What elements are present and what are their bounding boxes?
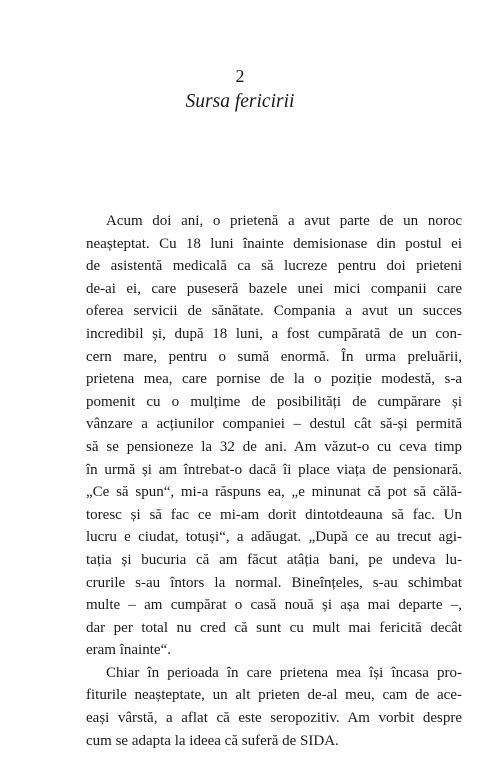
paragraph (86, 210, 462, 662)
chapter-number: 2 (235, 66, 245, 86)
text-line: să se pensioneze la 32 de ani. Am văzut-o cu ceva timp (86, 438, 462, 455)
text-line: vânzare a acțiunilor companiei – destul cât să-și permită (86, 416, 462, 433)
text-line: cern mare, pentru o sumă enormă. În urma preluării, (86, 348, 462, 365)
body-text (86, 210, 462, 752)
paragraph (86, 662, 462, 752)
text-line: tația și bucuria că am făcut atâția bani, pe undeva lu- (86, 551, 462, 568)
text-line: crurile s-au întors la normal. Bineînțeles, s-au schimbat (86, 574, 462, 591)
text-line: Chiar în perioada în care prietena mea își încasa pro- (106, 664, 462, 681)
text-line: neașteptat. Cu 18 luni înainte demisionase din postul ei (86, 235, 462, 252)
text-line: prietena mea, care pornise de la o poziție modestă, s-a (86, 371, 462, 388)
text-line: toresc și să fac ce mi-am dorit dintotdeauna să fac. Un (86, 506, 462, 523)
chapter-title: Sursa fericirii (185, 91, 295, 112)
text-line: de asistentă medicală ca să lucreze pentru doi prieteni (86, 258, 462, 275)
text-line: în urmă și am întrebat-o dacă îi place viața de pensionară. (86, 461, 462, 478)
text-line: dar per total nu cred că sunt cu mult mai fericită decât (86, 619, 462, 636)
text-line: lucru e ciudat, totuși“, a adăugat. „După ce au trecut agi- (86, 529, 462, 546)
text-line: fiturile neașteptate, un alt prieten de-al meu, cam de ace- (86, 687, 462, 704)
text-line: multe – am cumpărat o casă nouă și așa mai departe –, (86, 597, 462, 614)
text-line: oferea servicii de sănătate. Compania a avut un succes (86, 303, 462, 320)
text-line: de-ai ei, care puseseră bazele unei mici companii care (86, 280, 462, 297)
text-line: Acum doi ani, o prietenă a avut parte de un noroc (106, 213, 462, 229)
text-line: eași vârstă, a aflat că este seropozitiv. Am vorbit despre (86, 710, 462, 727)
text-line: incredibil și, după 18 luni, a fost cumpărată de un con- (86, 325, 462, 342)
text-line: cum se adapta la ideea că suferă de SIDA. (86, 732, 339, 749)
text-line: „Ce să spun“, mi-a răspuns ea, „e minunat că pot să călă- (86, 484, 462, 501)
text-line: pomenit cu o mulțime de posibilități de cumpărare și (86, 393, 462, 410)
text-line: eram înainte“. (86, 642, 171, 659)
